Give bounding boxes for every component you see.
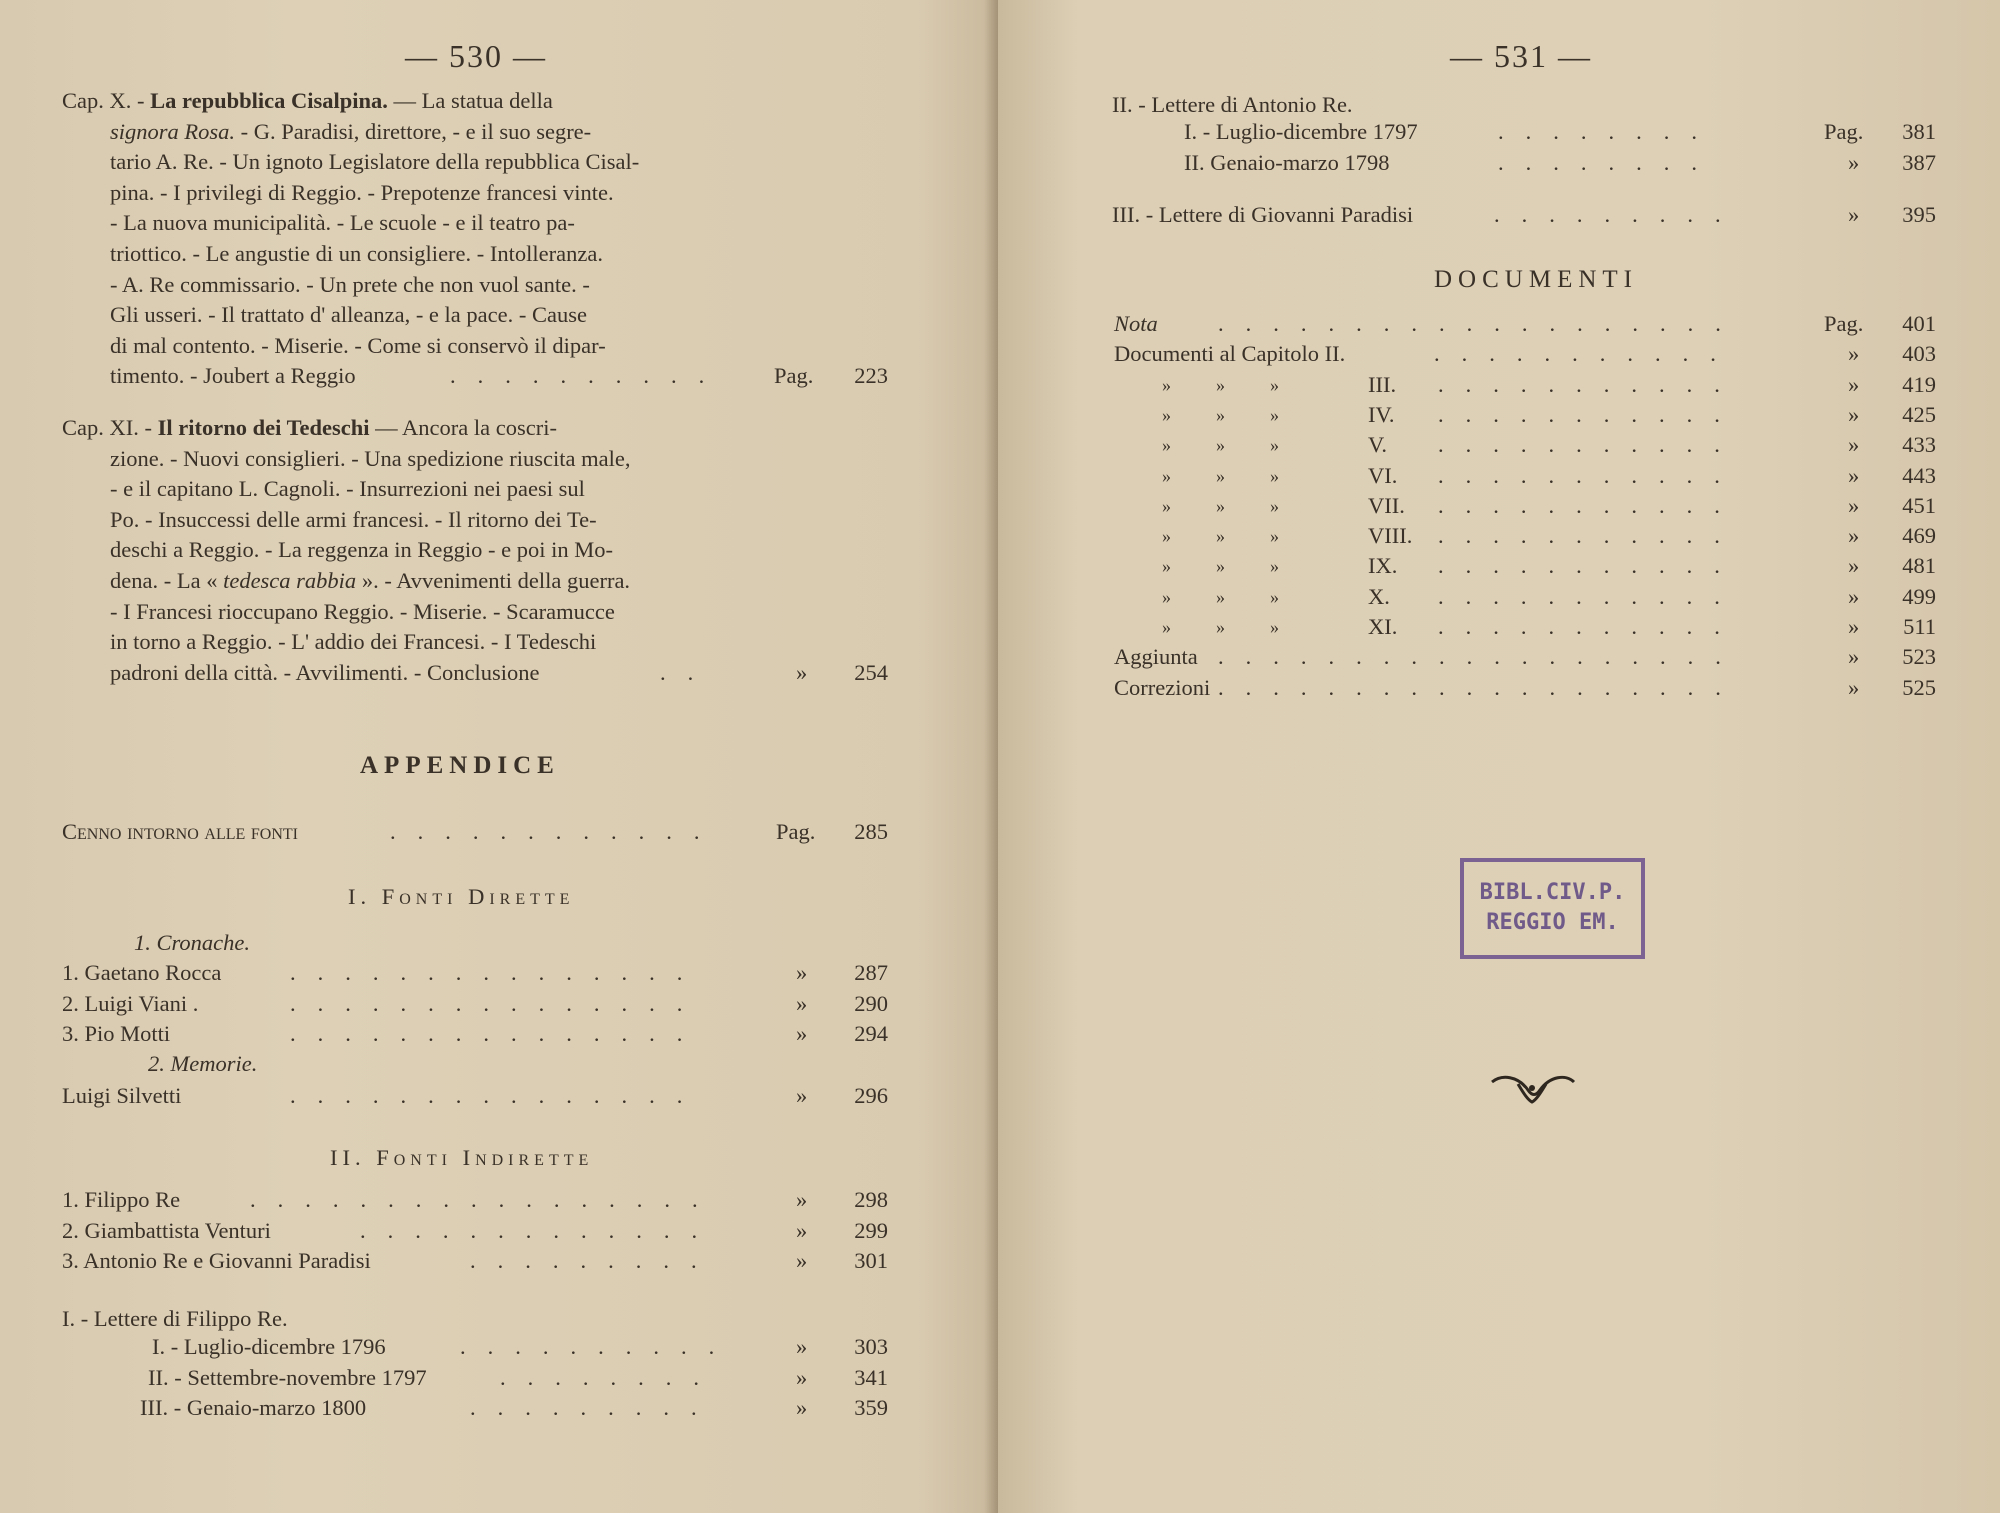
- ditto-mark: »: [1216, 435, 1225, 456]
- chapter-leader: ..........: [450, 363, 727, 389]
- cronaca-1-pag: »: [796, 960, 808, 985]
- documento-0-page: 401: [1902, 311, 1936, 336]
- cenno-page: 285: [854, 819, 888, 844]
- documento-11-pag: »: [1848, 644, 1860, 670]
- documento-cap-VIII-leader: ...........: [1438, 523, 1742, 549]
- fonte-indiretta-3-page: 301: [854, 1248, 888, 1274]
- chapter-text-span: triottico. - Le angustie di un consigliere. - Intolleranza.: [110, 241, 603, 266]
- ditto-mark: »: [1270, 465, 1279, 486]
- documento-cap-VII-leader: ...........: [1438, 492, 1742, 518]
- chapter-11-line: [110, 444, 630, 474]
- ditto-mark: »: [1162, 374, 1171, 395]
- fonte-indiretta-1-text: 1. Filippo Re: [62, 1187, 181, 1212]
- cronaca-1-leader: ...............: [290, 960, 705, 985]
- lettere-antonio-1-leader: ........: [1498, 119, 1719, 144]
- chapter-11-line: [110, 627, 596, 657]
- chapter-10-line: [110, 178, 614, 208]
- documento-12-pag: »: [1848, 674, 1860, 700]
- ditto-mark: »: [1162, 617, 1171, 637]
- lettere-antonio-heading: II. - Lettere di Antonio Re.: [1112, 92, 1353, 117]
- fonte-indiretta-2-pag: »: [796, 1217, 808, 1243]
- appendice-title: APPENDICE: [360, 752, 560, 779]
- chapter-10-line: [110, 361, 356, 391]
- lettere-antonio-2-page: 387: [1902, 150, 1936, 175]
- ditto-mark: »: [1216, 465, 1225, 486]
- ditto-mark: »: [1216, 556, 1225, 577]
- chapter-page: 223: [854, 363, 888, 389]
- lettere-paradisi-page: 395: [1902, 202, 1936, 227]
- ditto-mark: »: [1270, 586, 1279, 607]
- fonte-indiretta-2-page: 299: [854, 1217, 888, 1243]
- documento-1-leader: ...........: [1434, 341, 1738, 367]
- chapter-11-line: [110, 566, 630, 596]
- ditto-mark: »: [1216, 617, 1225, 637]
- documento-cap-VII-page: 451: [1902, 492, 1936, 518]
- chapter-text-span: - I Francesi rioccupano Reggio. - Miserie. - Scaramucce: [110, 598, 615, 624]
- chapter-text-span: Cap. X. -: [62, 88, 151, 113]
- documento-cap-VIII-text: VIII.: [1368, 523, 1413, 549]
- chapter-text-span: — Ancora la coscri-: [369, 415, 557, 440]
- documento-cap-XI-pag: »: [1848, 614, 1860, 639]
- cronaca-2-page: 290: [854, 990, 888, 1016]
- chapter-text-span: Il ritorno dei Tedeschi: [157, 415, 370, 440]
- lettere-filippo-3-text: III. - Genaio-marzo 1800: [140, 1395, 367, 1421]
- ditto-mark: »: [1162, 435, 1171, 456]
- chapter-10-line: [110, 300, 587, 330]
- fonte-indiretta-2-leader: .............: [360, 1217, 720, 1243]
- documento-cap-VII-pag: »: [1848, 492, 1860, 518]
- documento-12-page: 525: [1902, 674, 1936, 700]
- chapter-11-line: [110, 474, 585, 504]
- documento-1-page: 403: [1902, 341, 1936, 367]
- chapter-text-span: padroni della città. - Avvilimenti. - Conclusione: [110, 659, 540, 685]
- chapter-text-span: - A. Re commissario. - Un prete che non vuol sante. -: [110, 271, 590, 297]
- memorie-label: 2. Memorie.: [148, 1051, 258, 1076]
- chapter-text-span: deschi a Reggio. - La reggenza in Reggio - e poi in Mo-: [110, 537, 613, 563]
- ditto-mark: »: [1162, 404, 1171, 425]
- ditto-mark: »: [1216, 495, 1225, 516]
- left-page: [0, 0, 998, 1513]
- cenno-leader: ............: [390, 819, 722, 844]
- fonte-indiretta-3-pag: »: [796, 1248, 808, 1274]
- documento-cap-VII-text: VII.: [1368, 492, 1405, 518]
- documento-cap-V-leader: ...........: [1438, 432, 1742, 458]
- documento-cap-IX-leader: ...........: [1438, 553, 1742, 579]
- documento-cap-IX-page: 481: [1902, 553, 1936, 579]
- documento-cap-VI-text: VI.: [1368, 462, 1398, 488]
- lettere-filippo-1-page: 303: [854, 1334, 888, 1359]
- documento-0-leader: ...................: [1218, 311, 1743, 336]
- cronaca-3-leader: ...............: [290, 1021, 705, 1047]
- cronaca-3-pag: »: [796, 1021, 808, 1047]
- cenno-text: Cenno intorno alle fonti: [62, 819, 299, 844]
- fonte-indiretta-3-leader: .........: [470, 1248, 719, 1274]
- fonte-indiretta-1-page: 298: [854, 1187, 888, 1212]
- documento-cap-VIII-pag: »: [1848, 523, 1860, 549]
- ditto-mark: »: [1216, 526, 1225, 547]
- chapter-pag: »: [796, 659, 808, 685]
- ditto-mark: »: [1270, 556, 1279, 577]
- documento-0-text: Nota: [1114, 311, 1158, 336]
- documento-cap-X-page: 499: [1902, 583, 1936, 609]
- chapter-text-span: Gli usseri. - Il trattato d' alleanza, - e la pace. - Cause: [110, 302, 587, 328]
- documento-cap-V-pag: »: [1848, 432, 1860, 458]
- documento-11-text: Aggiunta: [1114, 644, 1198, 670]
- chapter-text-span: tario A. Re. - Un ignoto Legislatore della repubblica Cisal-: [110, 149, 640, 175]
- chapter-text-span: timento. - Joubert a Reggio: [110, 363, 356, 389]
- documento-cap-V-text: V.: [1368, 432, 1387, 458]
- right-page: [998, 0, 2000, 1513]
- chapter-10-line: [110, 147, 639, 177]
- documento-cap-VIII-page: 469: [1902, 523, 1936, 549]
- chapter-10-line: [110, 270, 590, 300]
- documento-cap-IX-pag: »: [1848, 553, 1860, 579]
- ditto-mark: »: [1162, 495, 1171, 516]
- lettere-antonio-2-pag: »: [1848, 150, 1860, 175]
- documento-cap-VI-leader: ...........: [1438, 462, 1742, 488]
- lettere-paradisi-pag: »: [1848, 202, 1860, 227]
- documento-cap-III-page: 419: [1902, 371, 1936, 397]
- documento-12-leader: ...................: [1218, 674, 1743, 700]
- chapter-text-span: - La nuova municipalità. - Le scuole - e il teatro pa-: [110, 210, 575, 236]
- ditto-mark: »: [1270, 374, 1279, 395]
- cronaca-2-pag: »: [796, 990, 808, 1016]
- ditto-mark: »: [1270, 617, 1279, 637]
- lettere-filippo-heading: I. - Lettere di Filippo Re.: [62, 1306, 288, 1331]
- chapter-10-line: [110, 208, 575, 238]
- ditto-mark: »: [1270, 404, 1279, 425]
- documento-cap-IV-pag: »: [1848, 401, 1860, 427]
- fonte-indiretta-3-text: 3. Antonio Re e Giovanni Paradisi: [62, 1248, 371, 1274]
- chapter-text-span: ». - Avvenimenti della guerra.: [356, 568, 631, 593]
- library-stamp: BIBL.CIV.P. REGGIO EM.: [1460, 858, 1645, 959]
- ditto-mark: »: [1216, 374, 1225, 395]
- fonti-indirette-heading: II. Fonti Indirette: [330, 1145, 594, 1170]
- chapter-10-line: [110, 331, 606, 361]
- memoria-1-text: Luigi Silvetti: [62, 1083, 182, 1108]
- documenti-title: DOCUMENTI: [1434, 266, 1638, 293]
- lettere-antonio-2-text: II. Genaio-marzo 1798: [1184, 150, 1390, 175]
- lettere-antonio-1-page: 381: [1902, 119, 1936, 144]
- lettere-filippo-1-pag: »: [796, 1334, 808, 1359]
- chapter-10-line: [110, 239, 603, 269]
- memoria-1-pag: »: [796, 1083, 808, 1108]
- lettere-filippo-2-text: II. - Settembre-novembre 1797: [148, 1364, 427, 1390]
- lettere-antonio-1-pag: Pag.: [1824, 119, 1864, 144]
- documento-cap-XI-page: 511: [1903, 614, 1936, 639]
- memoria-1-leader: ...............: [290, 1083, 705, 1108]
- lettere-filippo-3-page: 359: [854, 1395, 888, 1421]
- cronaca-1-text: 1. Gaetano Rocca: [62, 960, 222, 985]
- chapter-text-span: - G. Paradisi, direttore, - e il suo segre-: [235, 118, 592, 144]
- memoria-1-page: 296: [854, 1083, 888, 1108]
- documento-cap-IV-text: IV.: [1368, 401, 1395, 427]
- fonte-indiretta-1-pag: »: [796, 1187, 808, 1212]
- chapter-text-span: in torno a Reggio. - L' addio dei Francesi. - I Tedeschi: [110, 629, 597, 655]
- ditto-mark: »: [1162, 586, 1171, 607]
- lettere-filippo-1-text: I. - Luglio-dicembre 1796: [152, 1334, 386, 1359]
- chapter-text-span: signora Rosa.: [110, 118, 236, 144]
- fonte-indiretta-1-leader: .................: [250, 1187, 720, 1212]
- chapter-11-line: [110, 597, 615, 627]
- chapter-text-span: tedesca rabbia: [223, 568, 357, 593]
- lettere-antonio-2-leader: ........: [1498, 150, 1719, 175]
- chapter-11-line: [62, 413, 557, 443]
- documento-cap-XI-leader: ...........: [1438, 614, 1742, 639]
- chapter-10-line: [110, 117, 591, 147]
- documento-1-pag: »: [1848, 341, 1860, 367]
- documento-cap-VI-page: 443: [1902, 462, 1936, 488]
- chapter-text-span: Cap. XI. -: [62, 415, 158, 440]
- chapter-text-span: di mal contento. - Miserie. - Come si conservò il dipar-: [110, 332, 606, 358]
- fonti-dirette-heading: I. Fonti Dirette: [348, 884, 575, 909]
- ornament-flourish-icon: [1488, 1070, 1576, 1106]
- chapter-text-span: zione. - Nuovi consiglieri. - Una spedizione riuscita male,: [110, 445, 631, 471]
- documento-1-text: Documenti al Capitolo II.: [1114, 341, 1346, 367]
- page-number-right: — 531 —: [1450, 38, 1592, 74]
- lettere-filippo-2-pag: »: [796, 1364, 808, 1390]
- documento-cap-X-text: X.: [1368, 583, 1390, 609]
- ditto-mark: »: [1162, 556, 1171, 577]
- documento-cap-V-page: 433: [1902, 432, 1936, 458]
- lettere-filippo-1-leader: ..........: [460, 1334, 737, 1359]
- documento-cap-VI-pag: »: [1848, 462, 1860, 488]
- ditto-mark: »: [1270, 495, 1279, 516]
- chapter-text-span: - e il capitano L. Cagnoli. - Insurrezioni nei paesi sul: [110, 476, 585, 502]
- documento-11-leader: ...................: [1218, 644, 1743, 670]
- lettere-filippo-3-leader: .........: [470, 1395, 719, 1421]
- lettere-antonio-1-text: I. - Luglio-dicembre 1797: [1184, 119, 1418, 144]
- documento-cap-X-pag: »: [1848, 583, 1860, 609]
- documento-cap-III-text: III.: [1368, 371, 1397, 397]
- ditto-mark: »: [1270, 526, 1279, 547]
- ditto-mark: »: [1216, 586, 1225, 607]
- ditto-mark: »: [1270, 435, 1279, 456]
- ditto-mark: »: [1162, 526, 1171, 547]
- cronaca-2-leader: ...............: [290, 990, 705, 1016]
- lettere-filippo-3-pag: »: [796, 1395, 808, 1421]
- fonte-indiretta-2-text: 2. Giambattista Venturi: [62, 1217, 271, 1243]
- chapter-text-span: — La statua della: [387, 88, 553, 113]
- cenno-pag: Pag.: [776, 819, 816, 844]
- chapter-text-span: Po. - Insuccessi delle armi francesi. - Il ritorno dei Te-: [110, 506, 597, 532]
- lettere-filippo-2-leader: ........: [500, 1364, 721, 1390]
- cronaca-3-text: 3. Pio Motti: [62, 1021, 171, 1047]
- chapter-11-line: [110, 535, 613, 565]
- cronaca-1-page: 287: [854, 960, 888, 985]
- ditto-mark: »: [1216, 404, 1225, 425]
- documento-cap-IX-text: IX.: [1368, 553, 1398, 579]
- lettere-paradisi-text: III. - Lettere di Giovanni Paradisi: [1112, 202, 1414, 227]
- documento-cap-III-leader: ...........: [1438, 371, 1742, 397]
- ditto-mark: »: [1162, 465, 1171, 486]
- chapter-leader: ..: [660, 659, 716, 685]
- chapter-pag: Pag.: [774, 363, 814, 389]
- chapter-10-line: [62, 86, 553, 116]
- chapter-text-span: dena. - La «: [110, 568, 224, 593]
- documento-cap-X-leader: ...........: [1438, 583, 1742, 609]
- cronaca-3-page: 294: [854, 1021, 888, 1047]
- documento-0-pag: Pag.: [1824, 311, 1864, 336]
- documento-12-text: Correzioni: [1114, 674, 1211, 700]
- cronaca-2-text: 2. Luigi Viani .: [62, 990, 199, 1016]
- documento-cap-IV-leader: ...........: [1438, 401, 1742, 427]
- documento-cap-IV-page: 425: [1902, 401, 1936, 427]
- documento-cap-III-pag: »: [1848, 371, 1860, 397]
- chapter-text-span: La repubblica Cisalpina.: [150, 88, 388, 113]
- chapter-11-line: [110, 505, 597, 535]
- chapter-11-line: [110, 658, 540, 688]
- chapter-page: 254: [854, 659, 888, 685]
- lettere-filippo-2-page: 341: [854, 1364, 888, 1390]
- documento-11-page: 523: [1902, 644, 1936, 670]
- documento-cap-XI-text: XI.: [1368, 614, 1398, 639]
- cronache-label: 1. Cronache.: [134, 930, 251, 955]
- page-number-left: — 530 —: [405, 38, 547, 74]
- chapter-text-span: pina. - I privilegi di Reggio. - Prepotenze francesi vinte.: [110, 179, 614, 205]
- lettere-paradisi-leader: .........: [1494, 202, 1743, 227]
